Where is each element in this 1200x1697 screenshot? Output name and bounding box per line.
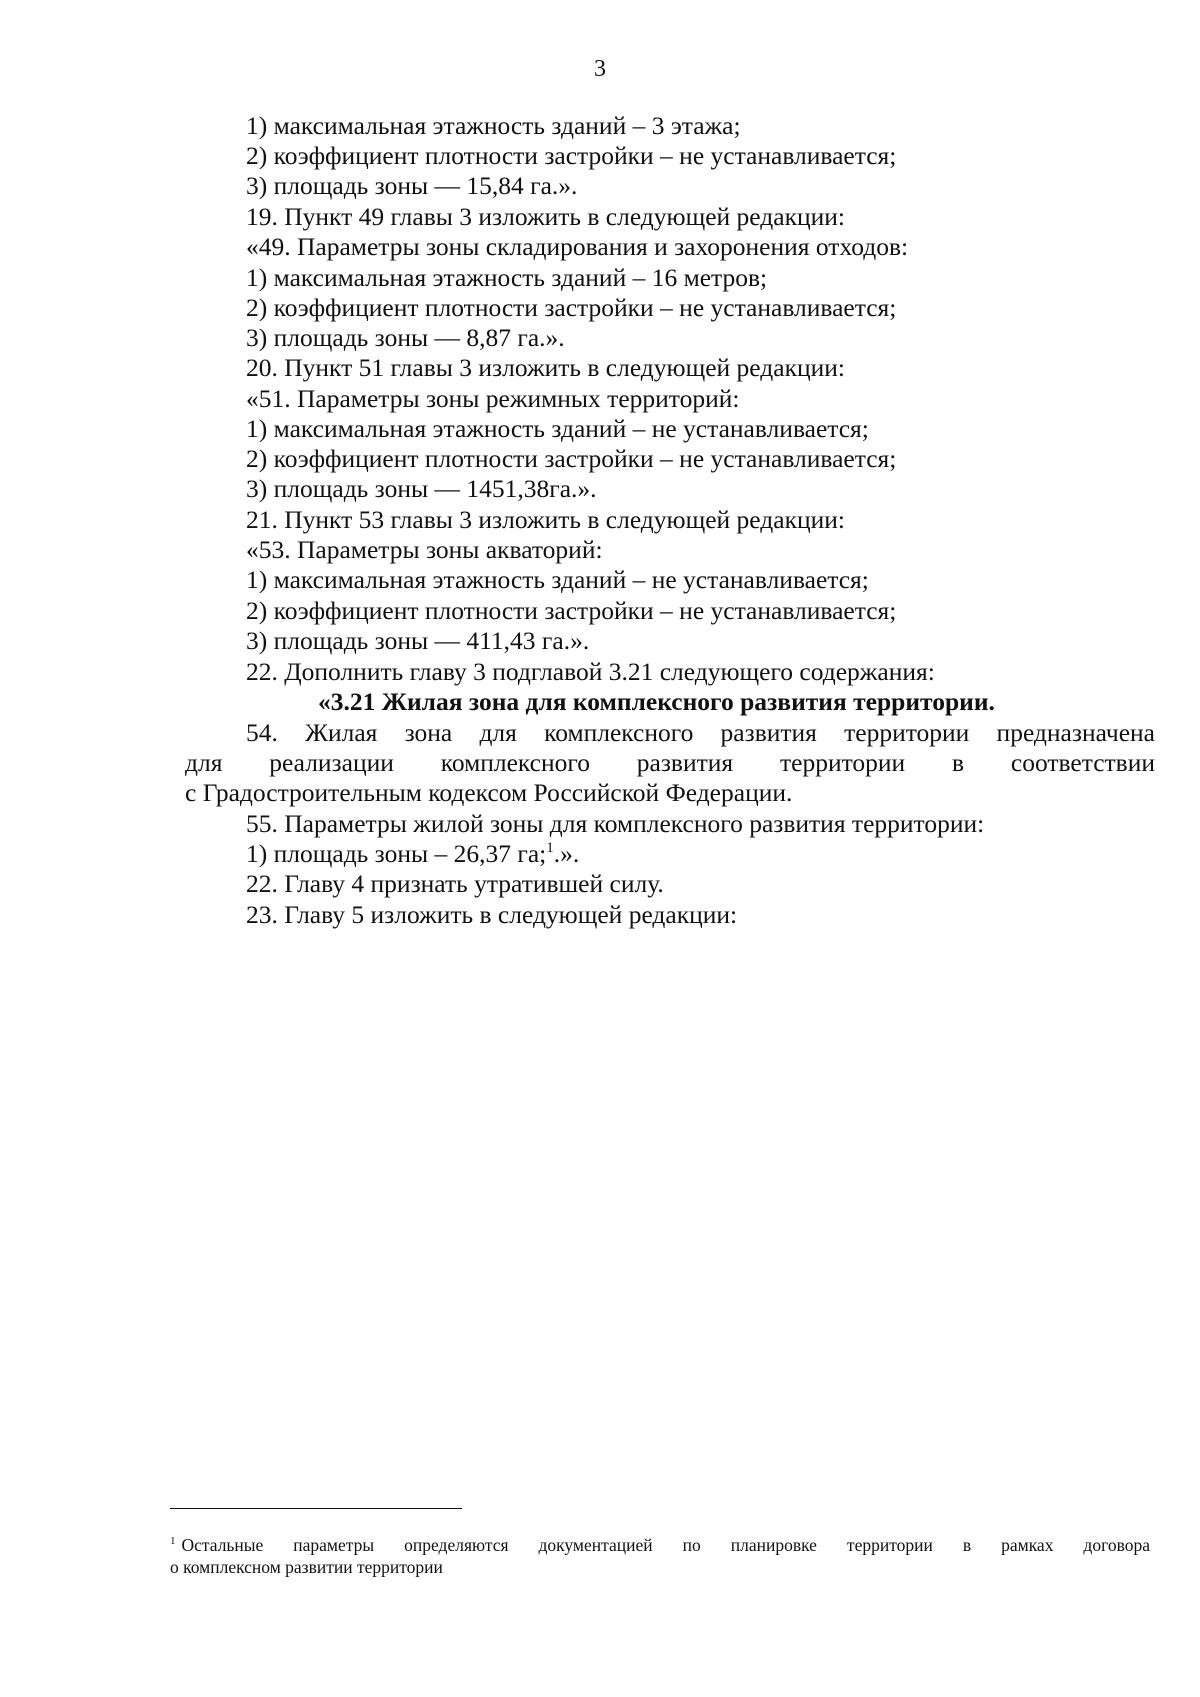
paragraph-55: 55. Параметры жилой зоны для комплексного развития территории: xyxy=(246,809,985,838)
text-line: «51. Параметры зоны режимных территорий: xyxy=(246,384,740,413)
text-line: 2) коэффициент плотности застройки – не устанавливается; xyxy=(246,141,897,170)
footnote-line-1 xyxy=(170,1530,1150,1556)
paragraph-55-item-1 xyxy=(246,838,579,870)
text-line: 1) максимальная этажность зданий – не устанавливается; xyxy=(246,414,869,443)
text-line: «53. Параметры зоны акваторий: xyxy=(246,535,603,564)
text-line: 2) коэффициент плотности застройки – не устанавливается; xyxy=(246,293,897,322)
text-line: 3) площадь зоны — 15,84 га.». xyxy=(246,171,578,200)
footnote-line-2: о комплексном развитии территории xyxy=(170,1557,443,1577)
text-line: 19. Пункт 49 главы 3 изложить в следующей редакции: xyxy=(246,202,845,231)
footnote-separator xyxy=(170,1508,462,1509)
text-line: 2) коэффициент плотности застройки – не устанавливается; xyxy=(246,596,897,625)
text-line: 1) максимальная этажность зданий – не устанавливается; xyxy=(246,565,869,594)
text-line: 20. Пункт 51 главы 3 изложить в следующей редакции: xyxy=(246,353,845,382)
item-23: 23. Главу 5 изложить в следующей редакции: xyxy=(246,900,738,929)
footnote-text-1: Остальные параметры определяются документацией по планировке территории в рамках договора xyxy=(181,1535,1150,1555)
text-line: 22. Дополнить главу 3 подглавой 3.21 следующего содержания: xyxy=(246,657,935,686)
text-line: «49. Параметры зоны складирования и захоронения отходов: xyxy=(246,232,909,261)
footnote xyxy=(170,1530,1150,1578)
text-line: 1) максимальная этажность зданий – 16 метров; xyxy=(246,263,768,292)
text-line: 2) коэффициент плотности застройки – не устанавливается; xyxy=(246,444,897,473)
item-1-closing: .». xyxy=(553,839,580,868)
item-22: 22. Главу 4 признать утратившей силу. xyxy=(246,869,664,898)
footnote-reference: 1 xyxy=(546,840,554,856)
text-line: 3) площадь зоны — 411,43 га.». xyxy=(246,626,590,655)
section-heading: «3.21 Жилая зона для комплексного развития территории. xyxy=(318,687,995,716)
text-line: 3) площадь зоны — 1451,38га.». xyxy=(246,474,597,503)
page-number: 3 xyxy=(594,56,606,82)
paragraph-54-line-2: для реализации комплексного развития территории в соответствии xyxy=(185,748,1155,777)
item-1-text: 1) площадь зоны – 26,37 га; xyxy=(246,839,547,868)
text-line: 3) площадь зоны — 8,87 га.». xyxy=(246,323,565,352)
text-line: 1) максимальная этажность зданий – 3 этажа; xyxy=(246,111,741,140)
text-line: 21. Пункт 53 главы 3 изложить в следующей редакции: xyxy=(246,505,845,534)
footnote-marker: 1 xyxy=(170,1535,176,1547)
paragraph-54-line-3: с Градостроительным кодексом Российской Федерации. xyxy=(185,778,793,807)
paragraph-54-line-1: 54. Жилая зона для комплексного развития территории предназначена xyxy=(246,718,1155,747)
